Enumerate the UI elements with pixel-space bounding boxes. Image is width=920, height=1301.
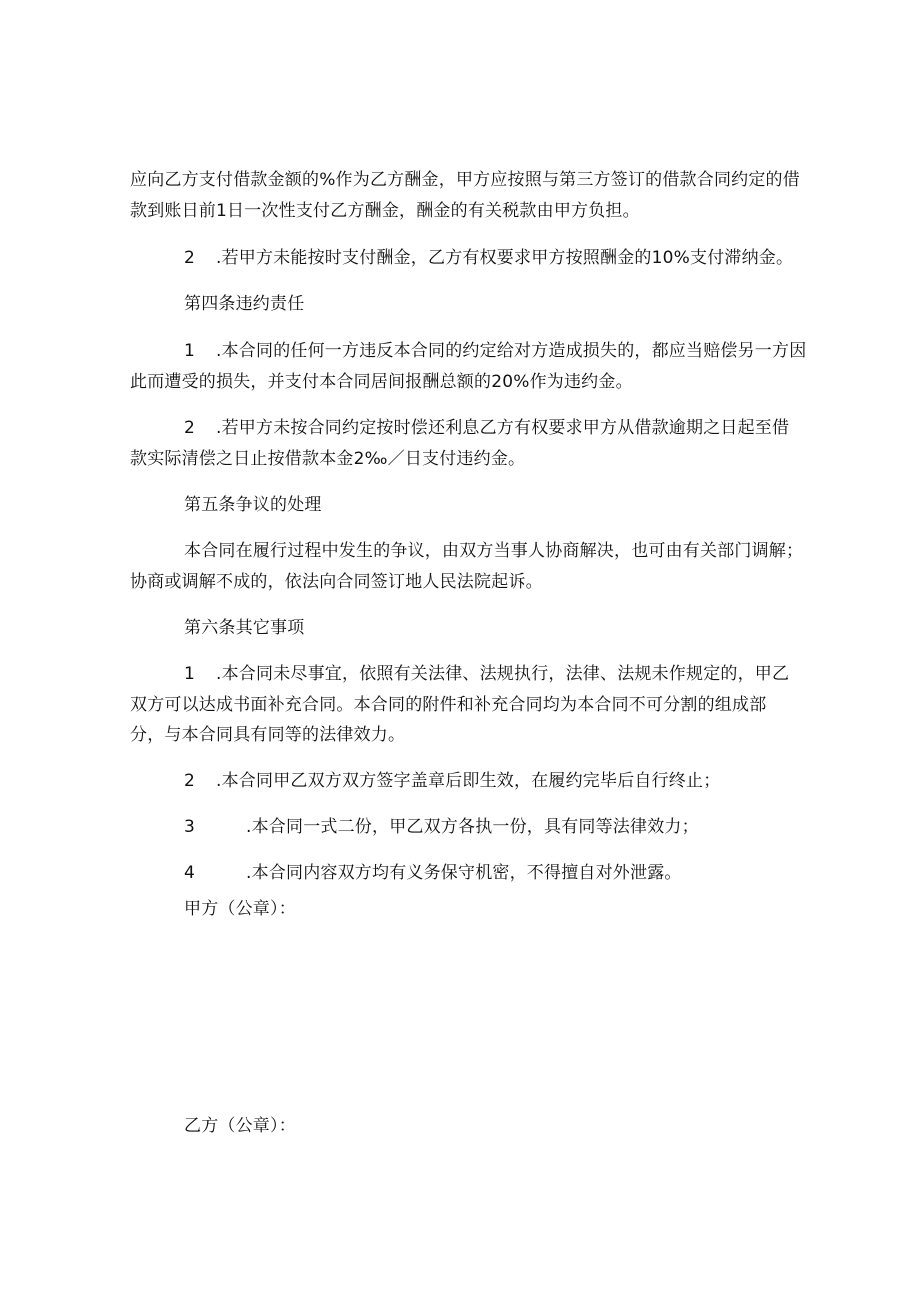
article-heading: 第五条争议的处理	[184, 495, 322, 515]
paragraph-line: 双方可以达成书面补充合同。本合同的附件和补充合同均为本合同不可分割的组成部	[130, 695, 767, 715]
clause-art4-item2	[184, 418, 789, 438]
clause-number: 3	[184, 817, 196, 837]
paragraph-line: 此而遭受的损失，并支付本合同居间报酬总额的20%作为违约金。	[130, 372, 633, 392]
clause-art4-item1	[184, 341, 806, 361]
paragraph-line: 款到账日前1日一次性支付乙方酬金，酬金的有关税款由甲方负担。	[130, 201, 640, 221]
clause-text: .若甲方未按合同约定按时偿还利息乙方有权要求甲方从借款逾期之日起至借	[216, 418, 790, 438]
clause-text: .本合同未尽事宜，依照有关法律、法规执行，法律、法规未作规定的，甲乙	[216, 664, 790, 684]
paragraph-line: 款实际清偿之日止按借款本金2‰／日支付违约金。	[130, 449, 526, 469]
clause-art6-item1	[184, 664, 789, 684]
clause-text: .本合同的任何一方违反本合同的约定给对方造成损失的，都应当赔偿另一方因	[216, 341, 807, 361]
clause-text: .本合同内容双方均有义务保守机密，不得擅自对外泄露。	[246, 863, 682, 883]
paragraph-line: 协商或调解不成的，依法向合同签订地人民法院起诉。	[130, 572, 543, 592]
clause-art6-item4	[184, 863, 682, 883]
clause-text: .若甲方未能按时支付酬金，乙方有权要求甲方按照酬金的10%支付滞纳金。	[216, 248, 794, 268]
clause-number: 2	[184, 418, 196, 438]
clause-text: .本合同甲乙双方双方签字盖章后即生效，在履约完毕后自行终止；	[216, 771, 721, 791]
article-heading: 第六条其它事项	[184, 618, 305, 638]
clause-art3-item2	[184, 248, 793, 268]
clause-number: 1	[184, 664, 196, 684]
article-heading: 第四条违约责任	[184, 294, 305, 314]
clause-text: .本合同一式二份，甲乙双方各执一份，具有同等法律效力；	[246, 817, 699, 837]
clause-number: 2	[184, 771, 196, 791]
clause-number: 2	[184, 248, 196, 268]
paragraph-line: 本合同在履行过程中发生的争议，由双方当事人协商解决，也可由有关部门调解；	[184, 541, 804, 561]
paragraph-line: 分，与本合同具有同等的法律效力。	[130, 725, 406, 745]
clause-art6-item2	[184, 771, 720, 791]
party-b-seal-label: 乙方（公章）：	[184, 1116, 296, 1136]
paragraph-line: 应向乙方支付借款金额的%作为乙方酬金，甲方应按照与第三方签订的借款合同约定的借	[130, 170, 800, 190]
clause-art6-item3	[184, 817, 699, 837]
clause-number: 4	[184, 863, 196, 883]
party-a-seal-label: 甲方（公章）：	[184, 899, 296, 919]
clause-number: 1	[184, 341, 196, 361]
